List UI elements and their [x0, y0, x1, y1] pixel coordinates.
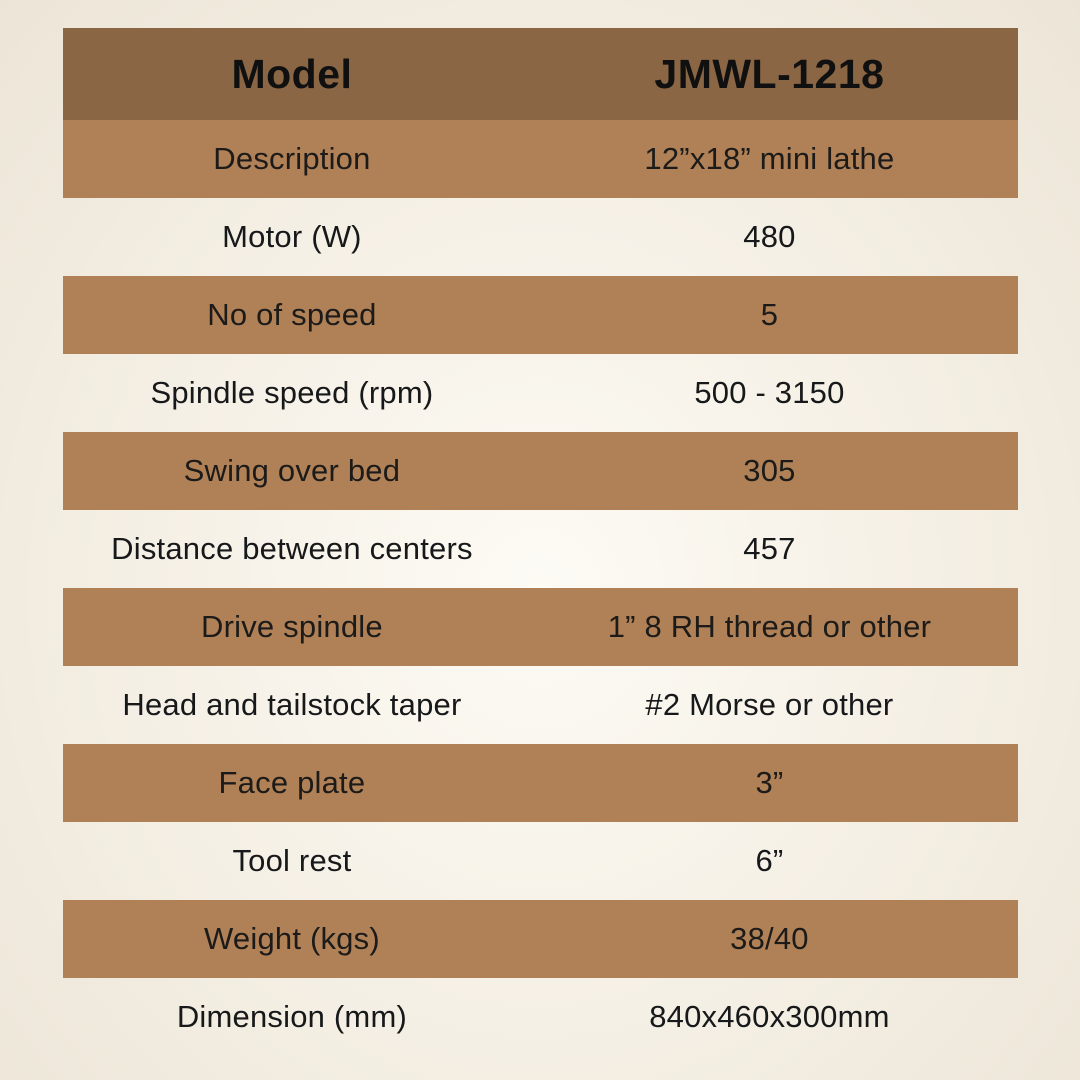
specifications-table — [63, 28, 1018, 1056]
table-row — [63, 276, 1018, 354]
row-value: 457 — [743, 531, 796, 566]
table-row — [63, 120, 1018, 198]
table-row — [63, 666, 1018, 744]
table-row — [63, 198, 1018, 276]
table-row — [63, 588, 1018, 666]
row-value: 6” — [755, 843, 784, 878]
row-label: Weight (kgs) — [63, 900, 522, 978]
row-label: Head and tailstock taper — [122, 687, 462, 722]
table-row — [63, 510, 1018, 588]
row-label: Description — [63, 120, 522, 198]
header-value-cell: JMWL-1218 — [521, 28, 1017, 120]
row-label: Face plate — [63, 744, 522, 822]
header-label-cell: Model — [63, 28, 522, 120]
row-label: Distance between centers — [111, 531, 473, 566]
row-label: Motor (W) — [222, 219, 362, 254]
table-body — [63, 28, 1018, 1056]
row-label: No of speed — [63, 276, 522, 354]
table-row — [63, 744, 1018, 822]
table-row — [63, 432, 1018, 510]
row-value: 840x460x300mm — [649, 999, 890, 1034]
row-value: 305 — [521, 432, 1017, 510]
row-label: Dimension (mm) — [176, 999, 407, 1034]
row-value: 1” 8 RH thread or other — [521, 588, 1017, 666]
row-value: 38/40 — [521, 900, 1017, 978]
table-row — [63, 822, 1018, 900]
row-label: Tool rest — [232, 843, 352, 878]
row-label: Drive spindle — [63, 588, 522, 666]
table-row — [63, 900, 1018, 978]
row-value: 500 - 3150 — [694, 375, 845, 410]
table-header-row — [63, 28, 1018, 120]
table-row — [63, 354, 1018, 432]
row-value: #2 Morse or other — [645, 687, 894, 722]
row-value: 5 — [521, 276, 1017, 354]
row-value: 480 — [743, 219, 796, 254]
row-label: Swing over bed — [63, 432, 522, 510]
table-row — [63, 978, 1018, 1056]
row-value: 3” — [521, 744, 1017, 822]
row-label: Spindle speed (rpm) — [150, 375, 434, 410]
row-value: 12”x18” mini lathe — [521, 120, 1017, 198]
